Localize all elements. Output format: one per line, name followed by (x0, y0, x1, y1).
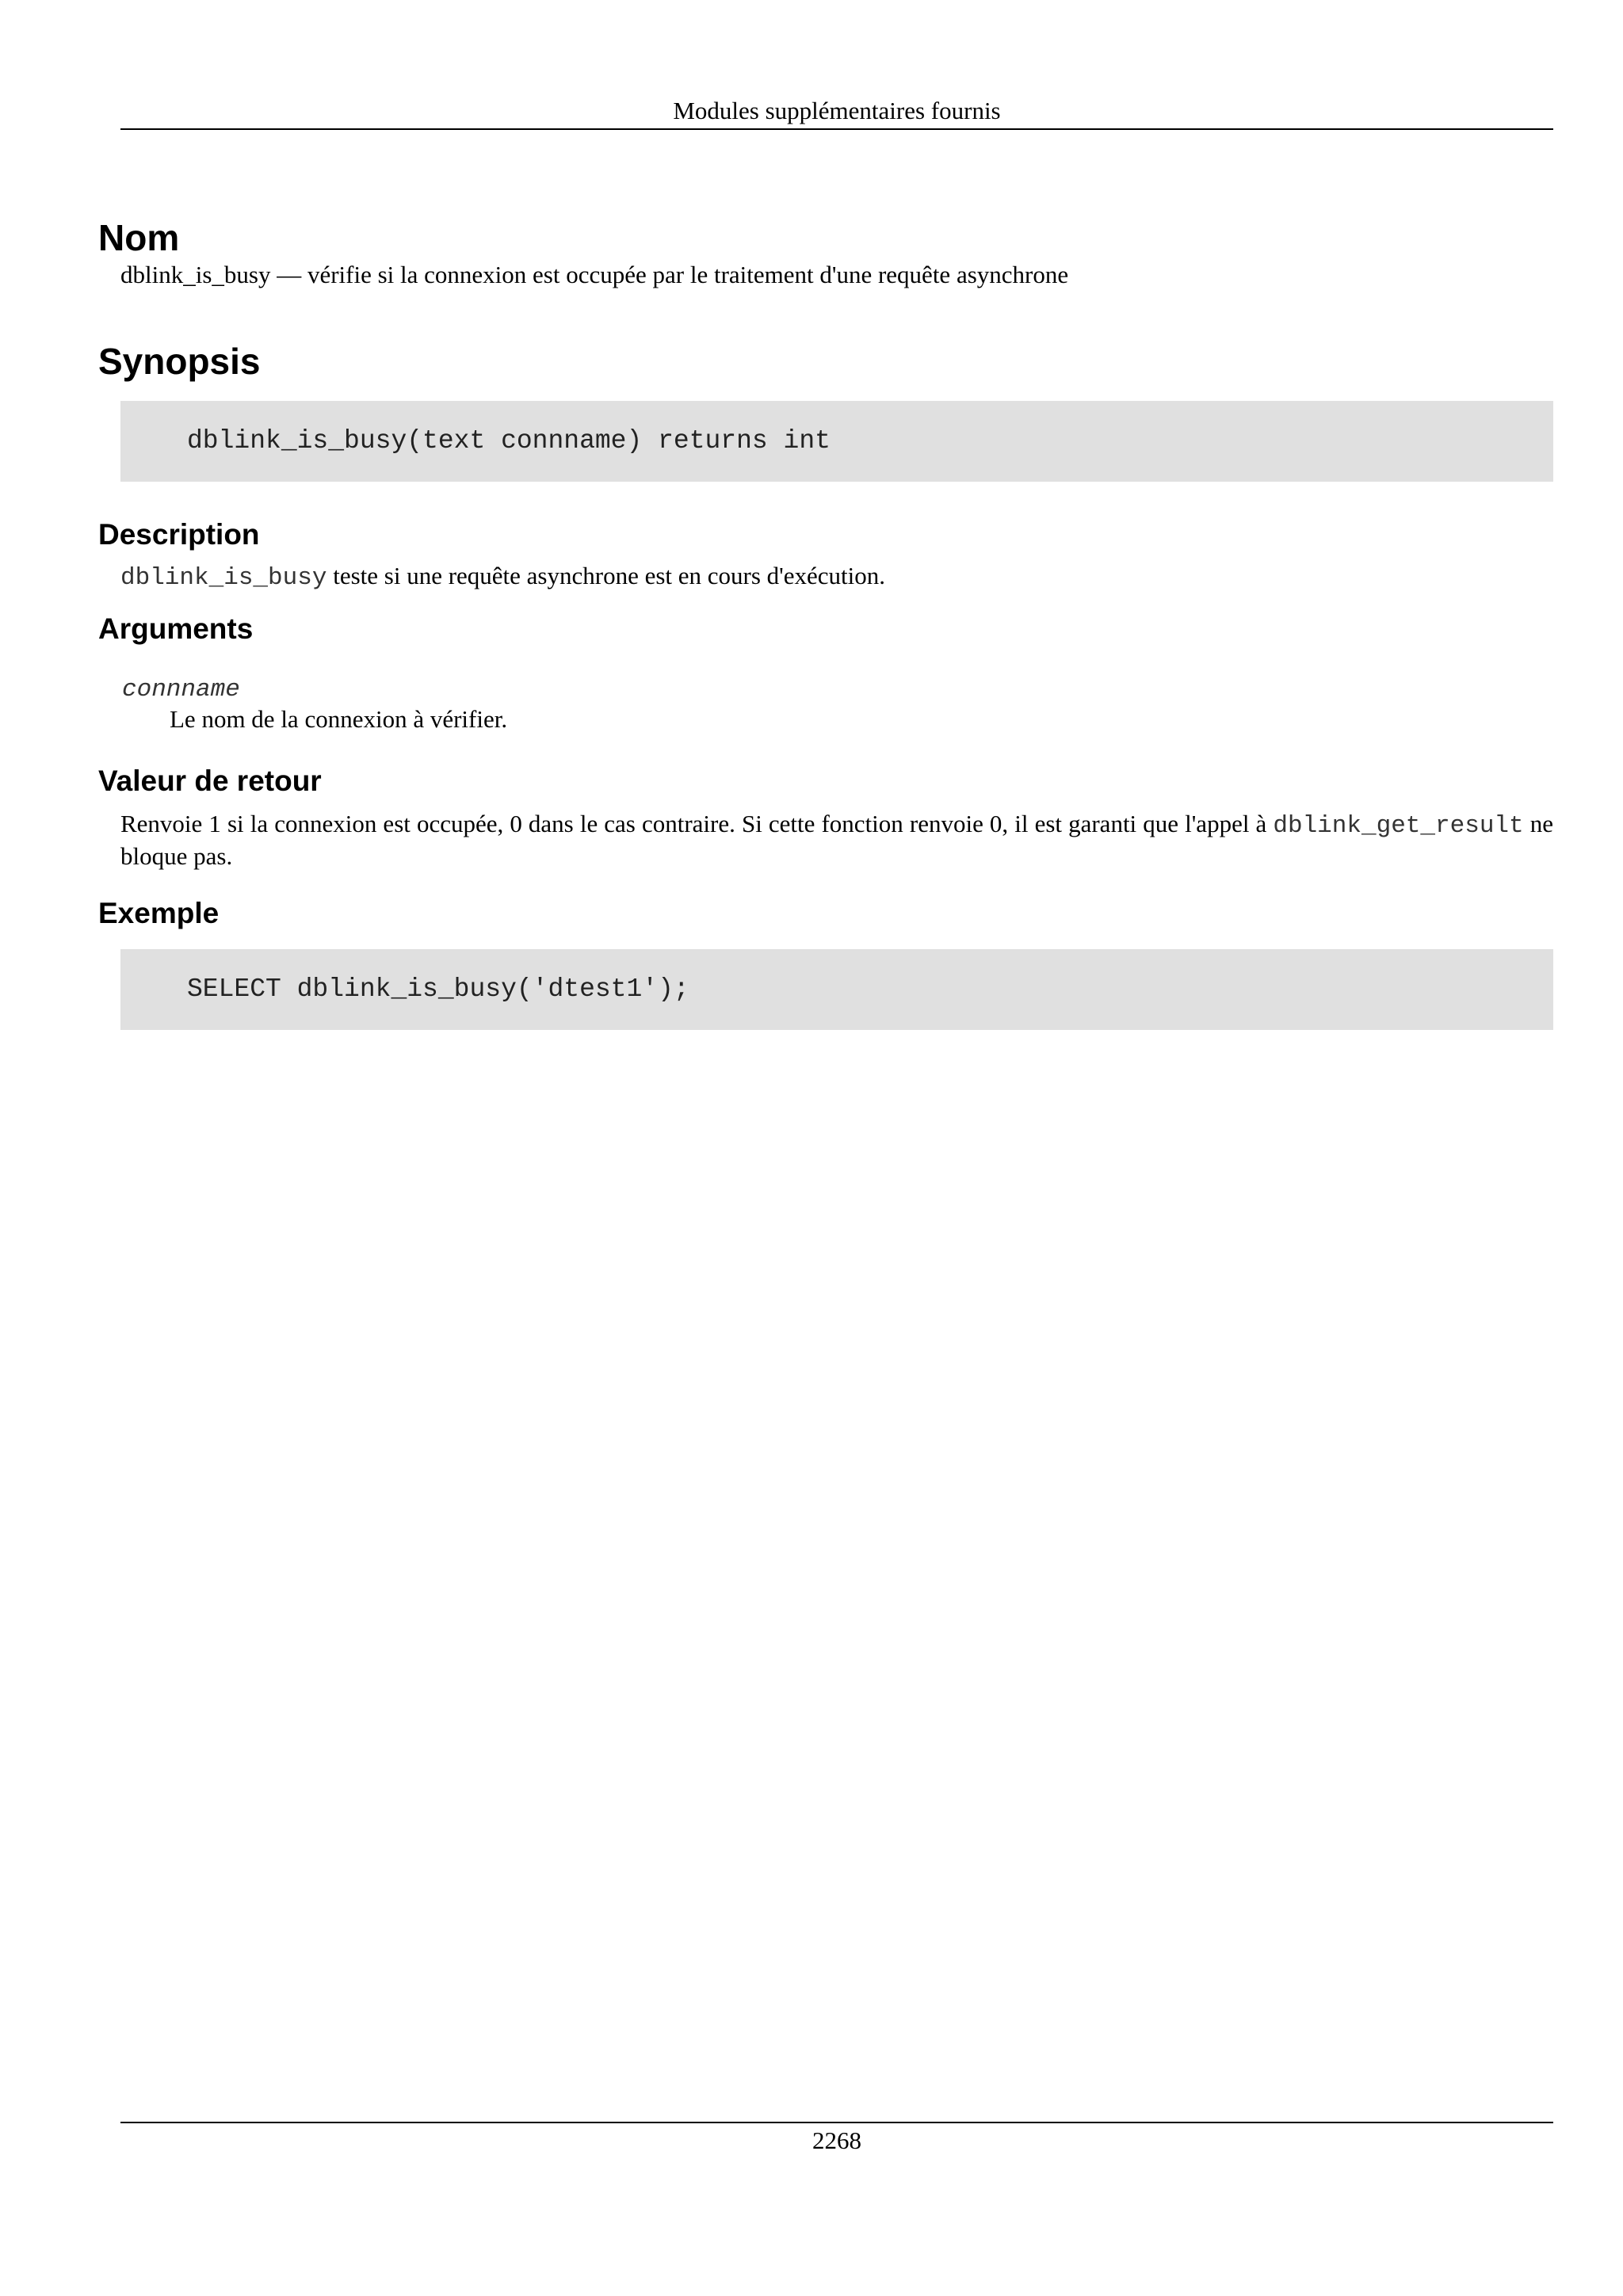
section-heading-synopsis: Synopsis (98, 341, 261, 382)
section-heading-description: Description (98, 518, 260, 551)
return-value-text-before: Renvoie 1 si la connexion est occupée, 0 dans le cas contraire. Si cette fonction renvoie 0, il est garanti que l'appel à (120, 810, 1274, 837)
page-footer (120, 2122, 1553, 2157)
page-number: 2268 (812, 2126, 861, 2154)
name-separator: — (270, 261, 307, 288)
section-heading-nom: Nom (98, 217, 180, 258)
return-value-code-term: dblink_get_result (1273, 812, 1524, 840)
argument-list (98, 676, 1553, 734)
synopsis-code-block: dblink_is_busy(text connname) returns int (120, 401, 1553, 482)
running-title: Modules supplémentaires fournis (673, 97, 1001, 124)
section-heading-return-value: Valeur de retour (98, 765, 322, 797)
argument-definition: Le nom de la connexion à vérifier. (170, 705, 508, 733)
argument-term: connname (122, 676, 240, 704)
return-value-text-after: ne bloque pas. (120, 810, 1553, 870)
nom-line (120, 260, 1553, 290)
description-text: teste si une requête asynchrone est en cours d'exécution. (327, 562, 886, 589)
function-purpose: vérifie si la connexion est occupée par le traitement d'une requête asynchrone (307, 261, 1069, 288)
section-heading-example: Exemple (98, 897, 220, 929)
page-content (98, 215, 1553, 1030)
return-value-paragraph (120, 809, 1553, 871)
description-code-term: dblink_is_busy (120, 564, 327, 592)
function-name: dblink_is_busy (120, 261, 271, 288)
section-heading-arguments: Arguments (98, 612, 254, 645)
example-code-block: SELECT dblink_is_busy('dtest1'); (120, 949, 1553, 1030)
description-paragraph (120, 561, 1553, 593)
running-header (120, 93, 1553, 130)
